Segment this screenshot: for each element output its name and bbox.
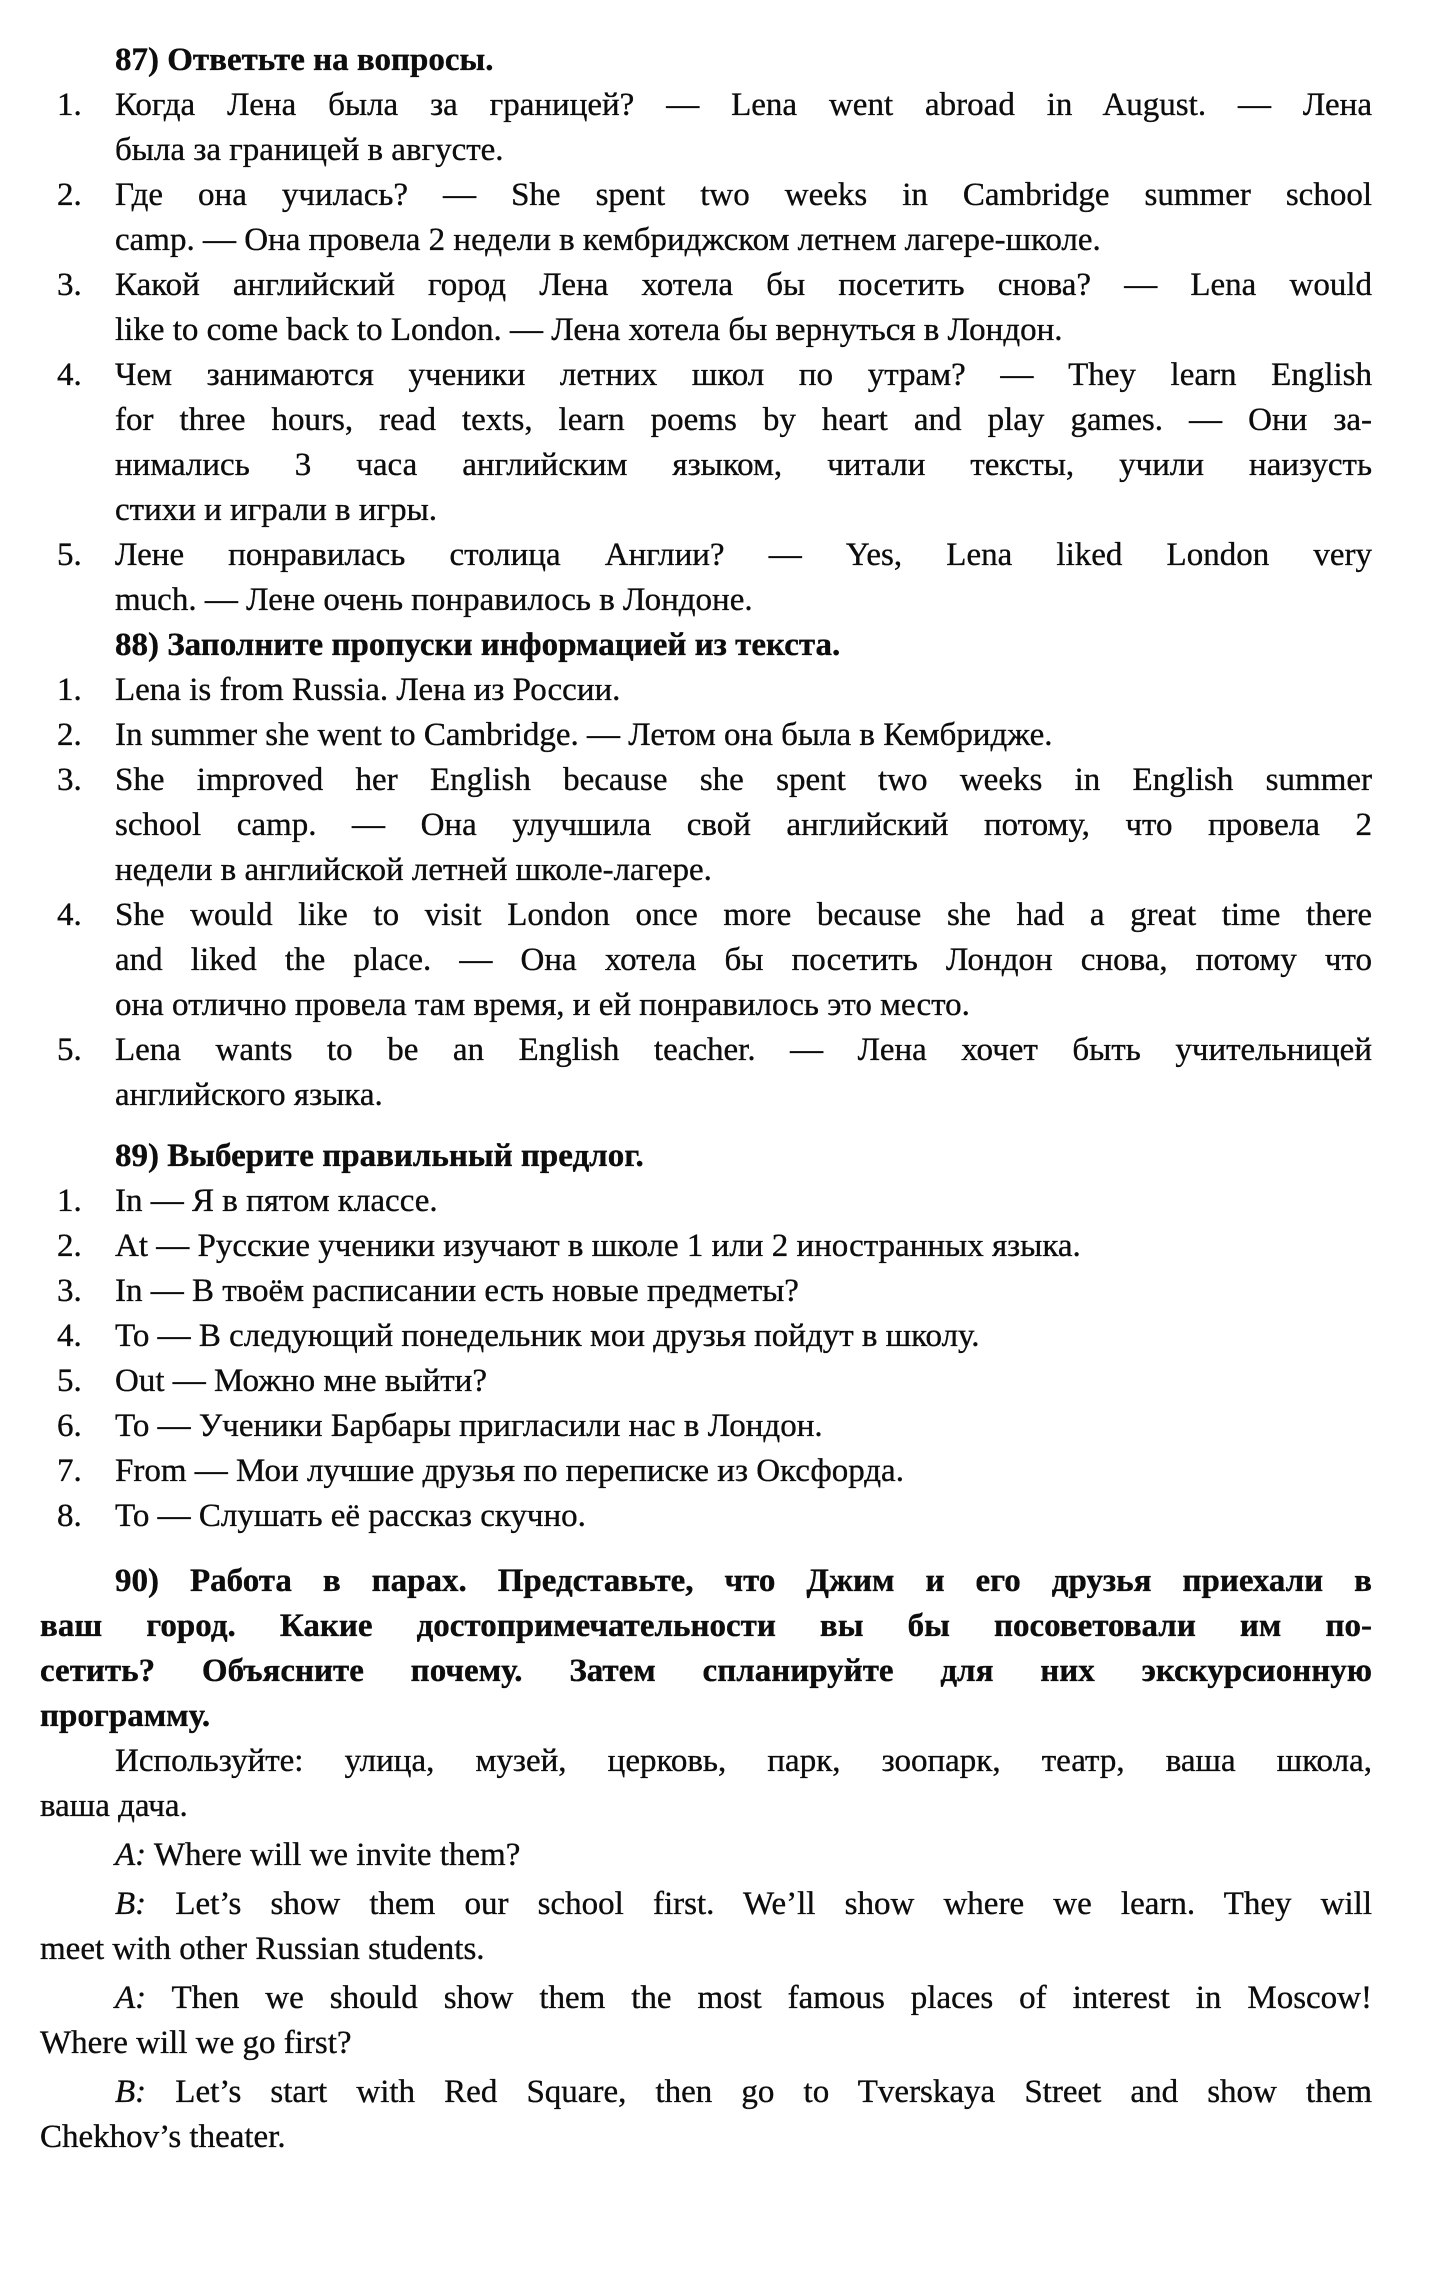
item-line: She improved her English because she spent two weeks in English summer (115, 762, 1372, 798)
usage-paragraph (40, 1739, 1372, 1829)
dialogue-paragraph (40, 1882, 1372, 1972)
item-line: Lena is from Russia. Лена из России. (115, 672, 621, 708)
item-number: 2. (57, 177, 82, 213)
dialogue-paragraph (40, 1833, 1372, 1878)
speaker-label: A: (115, 1980, 147, 2016)
item-text (115, 668, 1372, 713)
list-item (40, 263, 1372, 353)
heading-line: 90) Работа в парах. Представьте, что Джим и его друзья приехали в (115, 1563, 1372, 1599)
exercise-87-heading: 87) Ответьте на вопросы. (115, 42, 494, 78)
list-item (40, 893, 1372, 1028)
item-line: In — В твоём расписании есть новые предметы? (115, 1273, 799, 1309)
list-item (40, 353, 1372, 533)
item-number: 1. (57, 672, 82, 708)
item-line: In — Я в пятом классе. (115, 1183, 438, 1219)
item-number: 5. (57, 1363, 82, 1399)
item-number: 4. (57, 1318, 82, 1354)
item-number: 4. (57, 357, 82, 393)
item-text (115, 758, 1372, 893)
item-text (115, 263, 1372, 353)
item-text (115, 893, 1372, 1028)
item-line: Какой английский город Лена хотела бы посетить снова? — Lena would (115, 267, 1372, 303)
exercise-88-heading: 88) Заполните пропуски информацией из текста. (115, 627, 841, 663)
item-line: From — Мои лучшие друзья по переписке из Оксфорда. (115, 1453, 904, 1489)
dialogue-line: Chekhov’s theater. (40, 2119, 286, 2155)
list-item (40, 1028, 1372, 1118)
list-item (40, 83, 1372, 173)
item-text (115, 353, 1372, 533)
item-line: To — Ученики Барбары пригласили нас в Лондон. (115, 1408, 823, 1444)
item-number: 4. (57, 897, 82, 933)
dialogue-line (40, 2070, 1372, 2115)
item-line: стихи и играли в игры. (115, 492, 438, 528)
heading-line: программу. (40, 1698, 211, 1734)
item-text (115, 173, 1372, 263)
exercise-90-heading (40, 1559, 1372, 1739)
dialogue-paragraph (40, 1976, 1372, 2066)
item-number: 3. (57, 1273, 82, 1309)
item-text (115, 533, 1372, 623)
usage-line: Используйте: улица, музей, церковь, парк, зоопарк, театр, ваша школа, (115, 1743, 1372, 1779)
item-number: 6. (57, 1408, 82, 1444)
item-line: much. — Лене очень понравилось в Лондоне. (115, 582, 753, 618)
item-line: Чем занимаются ученики летних школ по утрам? — They learn English (115, 357, 1372, 393)
item-line: недели в английской летней школе-лагере. (115, 852, 712, 888)
item-line: and liked the place. — Она хотела бы посетить Лондон снова, потому что (115, 942, 1372, 978)
dialogue-line (40, 1976, 1372, 2021)
item-line: она отлично провела там время, и ей понравилось это место. (115, 987, 970, 1023)
list-item (40, 533, 1372, 623)
dialogue-paragraph (40, 2070, 1372, 2160)
item-line: нимались 3 часа английским языком, читали тексты, учили наизусть (115, 447, 1372, 483)
exercise-89-heading: 89) Выберите правильный предлог. (115, 1138, 644, 1174)
exercise-87 (40, 38, 1372, 623)
item-line: At — Русские ученики изучают в школе 1 или 2 иностранных языка. (115, 1228, 1081, 1264)
list-item (40, 173, 1372, 263)
list-item (40, 1449, 1372, 1494)
item-line: camp. — Она провела 2 недели в кембриджском летнем лагере-школе. (115, 222, 1101, 258)
heading-line: ваш город. Какие достопримечательности вы бы посоветовали им по- (40, 1608, 1372, 1644)
list-item (40, 1269, 1372, 1314)
exercise-89 (40, 1134, 1372, 1539)
item-line: She would like to visit London once more because she had a great time there (115, 897, 1372, 933)
item-number: 5. (57, 537, 82, 573)
item-number: 3. (57, 267, 82, 303)
item-number: 2. (57, 717, 82, 753)
item-line: In summer she went to Cambridge. — Летом она была в Кембридже. (115, 717, 1053, 753)
heading-line: сетить? Объясните почему. Затем спланируйте для них экскурсионную (40, 1653, 1372, 1689)
item-line: Когда Лена была за границей? — Lena went abroad in August. — Лена (115, 87, 1372, 123)
dialogue-text: Where will we invite them? (153, 1837, 521, 1873)
item-text (115, 1028, 1372, 1118)
list-item (40, 758, 1372, 893)
list-item (40, 1314, 1372, 1359)
item-line: английского языка. (115, 1077, 383, 1113)
item-number: 8. (57, 1498, 82, 1534)
dialogue-text: Let’s start with Red Square, then go to Tverskaya Street and show them (175, 2074, 1373, 2110)
item-number: 2. (57, 1228, 82, 1264)
item-line: school camp. — Она улучшила свой английский потому, что провела 2 (115, 807, 1372, 843)
list-item (40, 1359, 1372, 1404)
dialogue-text: Then we should show them the most famous places of interest in Moscow! (171, 1980, 1372, 2016)
item-line: To — Слушать её рассказ скучно. (115, 1498, 586, 1534)
exercise-88 (40, 623, 1372, 1118)
item-line: for three hours, read texts, learn poems by heart and play games. — Они за- (115, 402, 1372, 438)
item-number: 5. (57, 1032, 82, 1068)
item-number: 3. (57, 762, 82, 798)
dialogue-line: meet with other Russian students. (40, 1931, 485, 1967)
item-line: Где она училась? — She spent two weeks in Cambridge summer school (115, 177, 1372, 213)
list-item (40, 1404, 1372, 1449)
item-line: Out — Можно мне выйти? (115, 1363, 487, 1399)
dialogue-text: Let’s show them our school first. We’ll show where we learn. They will (175, 1886, 1373, 1922)
speaker-label: B: (115, 2074, 147, 2110)
item-number: 1. (57, 1183, 82, 1219)
item-text (115, 83, 1372, 173)
list-item (40, 1494, 1372, 1539)
speaker-label: B: (115, 1886, 147, 1922)
dialogue-line: Where will we go first? (40, 2025, 352, 2061)
usage-line: ваша дача. (40, 1788, 188, 1824)
item-line: To — В следующий понедельник мои друзья пойдут в школу. (115, 1318, 980, 1354)
list-item (40, 1224, 1372, 1269)
item-line: like to come back to London. — Лена хотела бы вернуться в Лондон. (115, 312, 1063, 348)
item-number: 7. (57, 1453, 82, 1489)
item-text (115, 713, 1372, 758)
item-line: была за границей в августе. (115, 132, 504, 168)
dialogue-line (40, 1882, 1372, 1927)
item-line: Лене понравилась столица Англии? — Yes, Lena liked London very (115, 537, 1372, 573)
exercise-90 (40, 1559, 1372, 2160)
list-item (40, 1179, 1372, 1224)
list-item (40, 668, 1372, 713)
item-line: Lena wants to be an English teacher. — Лена хочет быть учительницей (115, 1032, 1372, 1068)
dialogue-line (40, 1833, 1372, 1878)
list-item (40, 713, 1372, 758)
item-number: 1. (57, 87, 82, 123)
speaker-label: A: (115, 1837, 147, 1873)
